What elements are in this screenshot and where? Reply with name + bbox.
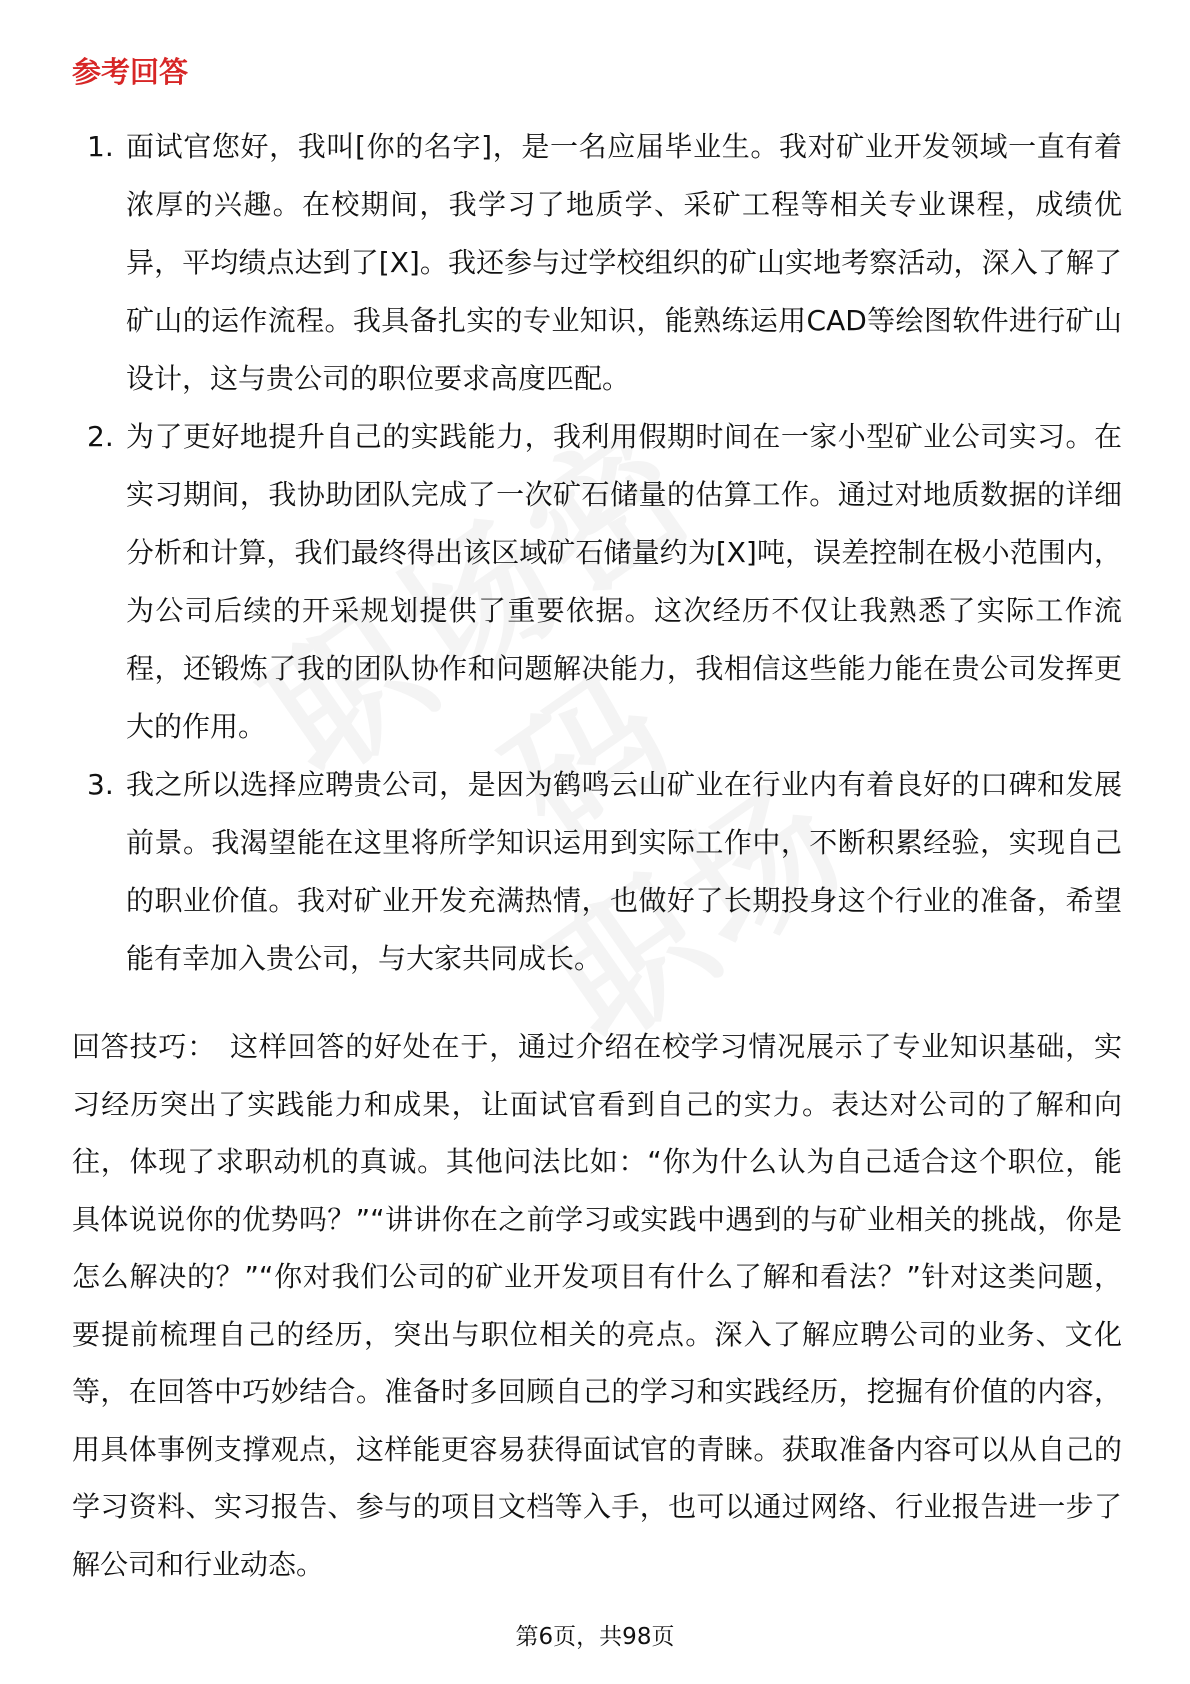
tips-text: 这样回答的好处在于，通过介绍在校学习情况展示了专业知识基础，实习经历突出了实践能力和成果，让面试官看到自己的实力。表达对公司的了解和向往，体现了求职动机的真诚。其他问法比如：“你为什么认为自己适合这个职位，能具体说说你的优势吗？”“讲讲你在之前学习或实践中遇到的与矿业相关的挑战，你是怎么解决的？”“你对我们公司的矿业开发项目有什么了解和看法？”针对这类问题，要提前梳理自己的经历，突出与职位相关的亮点。深入了解应聘公司的业务、文化等，在回答中巧妙结合。准备时多回顾自己的学习和实践经历，挖掘有价值的内容，用具体事例支撑观点，这样能更容易获得面试官的青睐。获取准备内容可以从自己的学习资料、实习报告、参与的项目文档等入手，也可以通过网络、行业报告进一步了解公司和行业动态。 (72, 1030, 1122, 1581)
answer-item-3 (72, 756, 1122, 988)
answer-list (72, 118, 1122, 988)
answer-number: 3. (87, 768, 114, 801)
section-title: 参考回答 (72, 55, 189, 89)
answer-number: 1. (87, 130, 114, 163)
answer-text: 面试官您好，我叫[你的名字]，是一名应届毕业生。我对矿业开发领域一直有着浓厚的兴趣。在校期间，我学习了地质学、采矿工程等相关专业课程，成绩优异，平均绩点达到了[X]。我还参与过学校组织的矿山实地考察活动，深入了解了矿山的运作流程。我具备扎实的专业知识，能熟练运用CAD等绘图软件进行矿山设计，这与贵公司的职位要求高度匹配。 (126, 130, 1122, 395)
page-indicator: 第6页，共98页 (515, 1624, 675, 1650)
tips-label: 回答技巧： (72, 1030, 216, 1063)
answer-tips-paragraph (72, 1018, 1122, 1593)
answer-text: 我之所以选择应聘贵公司，是因为鹤鸣云山矿业在行业内有着良好的口碑和发展前景。我渴望能在这里将所学知识运用到实际工作中，不断积累经验，实现自己的职业价值。我对矿业开发充满热情，也做好了长期投身这个行业的准备，希望能有幸加入贵公司，与大家共同成长。 (126, 768, 1122, 975)
answer-item-1 (72, 118, 1122, 408)
answer-item-2 (72, 408, 1122, 756)
answer-text: 为了更好地提升自己的实践能力，我利用假期时间在一家小型矿业公司实习。在实习期间，我协助团队完成了一次矿石储量的估算工作。通过对地质数据的详细分析和计算，我们最终得出该区域矿石储量约为[X]吨，误差控制在极小范围内，为公司后续的开采规划提供了重要依据。这次经历不仅让我熟悉了实际工作流程，还锻炼了我的团队协作和问题解决能力，我相信这些能力能在贵公司发挥更大的作用。 (126, 420, 1122, 743)
page-content (72, 48, 1122, 1593)
answer-number: 2. (87, 420, 114, 453)
